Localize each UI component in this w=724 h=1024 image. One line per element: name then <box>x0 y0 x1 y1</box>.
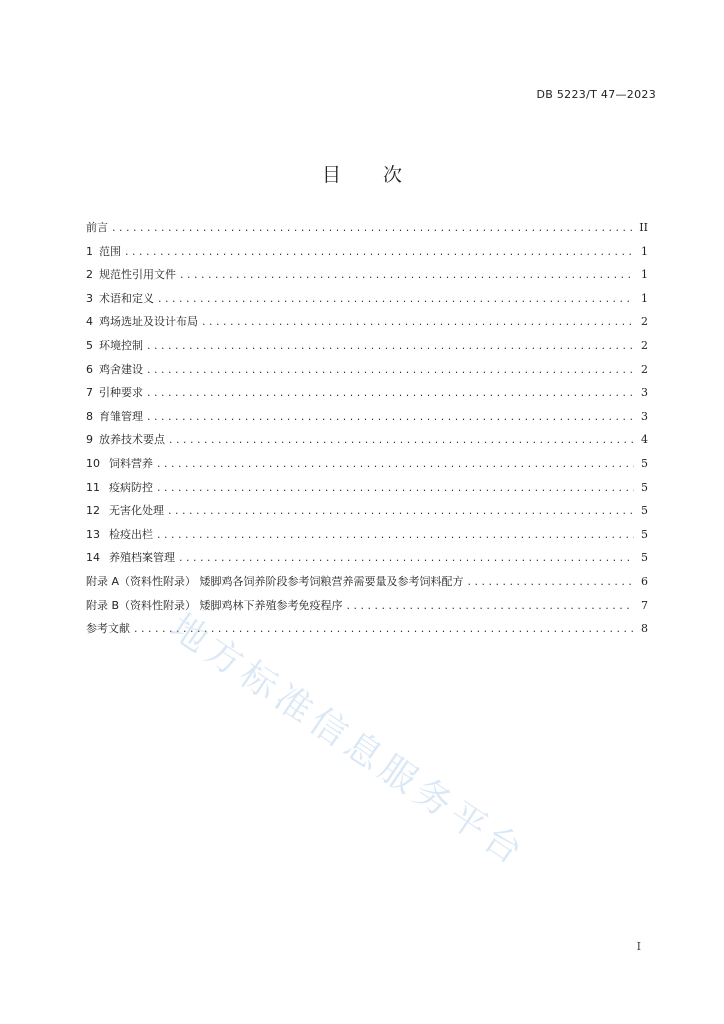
page-number: I <box>636 940 641 953</box>
toc-entry[interactable] <box>86 501 648 525</box>
toc-entry-label: 附录 A（资料性附录） 矮脚鸡各饲养阶段参考饲粮营养需要量及参考饲料配方 <box>86 574 464 588</box>
toc-entry-label: 养殖档案管理 <box>109 551 175 565</box>
toc-entry-page: 2 <box>641 315 648 329</box>
toc-entry-number: 6 <box>86 362 93 376</box>
toc-entry-label: 鸡舍建设 <box>99 362 143 376</box>
toc-leader-dots <box>147 383 634 403</box>
toc-entry-page: 1 <box>641 268 648 282</box>
toc-entry-page: 2 <box>641 338 648 352</box>
toc-entry[interactable] <box>86 407 648 431</box>
toc-entry[interactable] <box>86 430 648 454</box>
toc-entry-label: 育雏管理 <box>99 409 143 423</box>
toc-entry-label: 引种要求 <box>99 386 143 400</box>
toc-entry-page: 5 <box>641 504 648 518</box>
toc-entry-label: 参考文献 <box>86 622 130 636</box>
toc-entry[interactable] <box>86 383 648 407</box>
toc-entry[interactable] <box>86 265 648 289</box>
toc-leader-dots <box>147 360 634 380</box>
document-code: DB 5223/T 47—2023 <box>536 88 656 101</box>
toc-entry-label: 环境控制 <box>99 338 143 352</box>
toc-entry-label: 术语和定义 <box>99 291 154 305</box>
toc-entry-page: 4 <box>641 433 648 447</box>
toc-entry-page: 8 <box>641 622 648 636</box>
toc-entry-number: 9 <box>86 433 93 447</box>
toc-entry[interactable] <box>86 289 648 313</box>
toc-entry-number: 5 <box>86 338 93 352</box>
toc-leader-dots <box>112 218 634 238</box>
toc-entry-page: 5 <box>641 527 648 541</box>
toc-entry[interactable] <box>86 312 648 336</box>
toc-leader-dots <box>468 572 634 592</box>
toc-entry-number: 3 <box>86 291 93 305</box>
toc-entry[interactable] <box>86 596 648 620</box>
toc-entry-page: 1 <box>641 244 648 258</box>
toc-entry-label: 无害化处理 <box>109 504 164 518</box>
toc-leader-dots <box>147 407 634 427</box>
toc-entry-number: 2 <box>86 268 93 282</box>
toc-leader-dots <box>134 619 634 639</box>
toc-entry-number: 4 <box>86 315 93 329</box>
table-of-contents <box>86 218 648 643</box>
toc-leader-dots <box>157 454 634 474</box>
toc-entry-label: 放养技术要点 <box>99 433 165 447</box>
toc-entry-page: 7 <box>641 598 648 612</box>
toc-entry-page: 2 <box>641 362 648 376</box>
toc-entry-number: 1 <box>86 244 93 258</box>
toc-entry-page: 3 <box>641 386 648 400</box>
toc-entry[interactable] <box>86 218 648 242</box>
toc-entry-label: 鸡场选址及设计布局 <box>99 315 198 329</box>
toc-entry-page: 5 <box>641 480 648 494</box>
toc-leader-dots <box>157 478 634 498</box>
toc-leader-dots <box>168 501 634 521</box>
page-title: 目 次 <box>321 164 421 186</box>
toc-entry-page: 6 <box>641 574 648 588</box>
toc-entry-number: 10 <box>86 456 100 470</box>
toc-entry-number: 13 <box>86 527 100 541</box>
toc-entry-label: 前言 <box>86 221 108 234</box>
toc-entry-number: 12 <box>86 504 100 518</box>
toc-entry-number: 14 <box>86 551 100 565</box>
toc-entry[interactable] <box>86 478 648 502</box>
toc-leader-dots <box>202 312 634 332</box>
toc-entry[interactable] <box>86 619 648 643</box>
toc-entry[interactable] <box>86 454 648 478</box>
toc-entry-page: 5 <box>641 551 648 565</box>
toc-leader-dots <box>347 596 634 616</box>
toc-entry[interactable] <box>86 242 648 266</box>
toc-entry-page: 3 <box>641 409 648 423</box>
toc-entry[interactable] <box>86 336 648 360</box>
watermark: 地方标准信息服务平台 <box>162 606 534 876</box>
toc-entry-page: II <box>639 221 648 234</box>
toc-entry[interactable] <box>86 360 648 384</box>
toc-leader-dots <box>169 430 634 450</box>
toc-entry-number: 8 <box>86 409 93 423</box>
toc-entry[interactable] <box>86 525 648 549</box>
toc-entry-label: 范围 <box>99 244 121 258</box>
toc-leader-dots <box>158 289 634 309</box>
toc-entry-page: 1 <box>641 291 648 305</box>
toc-entry-label: 附录 B（资料性附录） 矮脚鸡林下养殖参考免疫程序 <box>86 598 343 612</box>
toc-leader-dots <box>157 525 634 545</box>
toc-entry-number: 7 <box>86 386 93 400</box>
toc-entry-label: 规范性引用文件 <box>99 268 176 282</box>
toc-leader-dots <box>125 242 634 262</box>
toc-entry-label: 疫病防控 <box>109 480 153 494</box>
toc-entry-label: 检疫出栏 <box>109 527 153 541</box>
toc-leader-dots <box>147 336 634 356</box>
toc-entry-page: 5 <box>641 456 648 470</box>
toc-entry[interactable] <box>86 548 648 572</box>
toc-leader-dots <box>180 265 634 285</box>
toc-entry-number: 11 <box>86 480 100 494</box>
toc-entry-label: 饲料营养 <box>109 456 153 470</box>
toc-entry[interactable] <box>86 572 648 596</box>
toc-leader-dots <box>179 548 634 568</box>
